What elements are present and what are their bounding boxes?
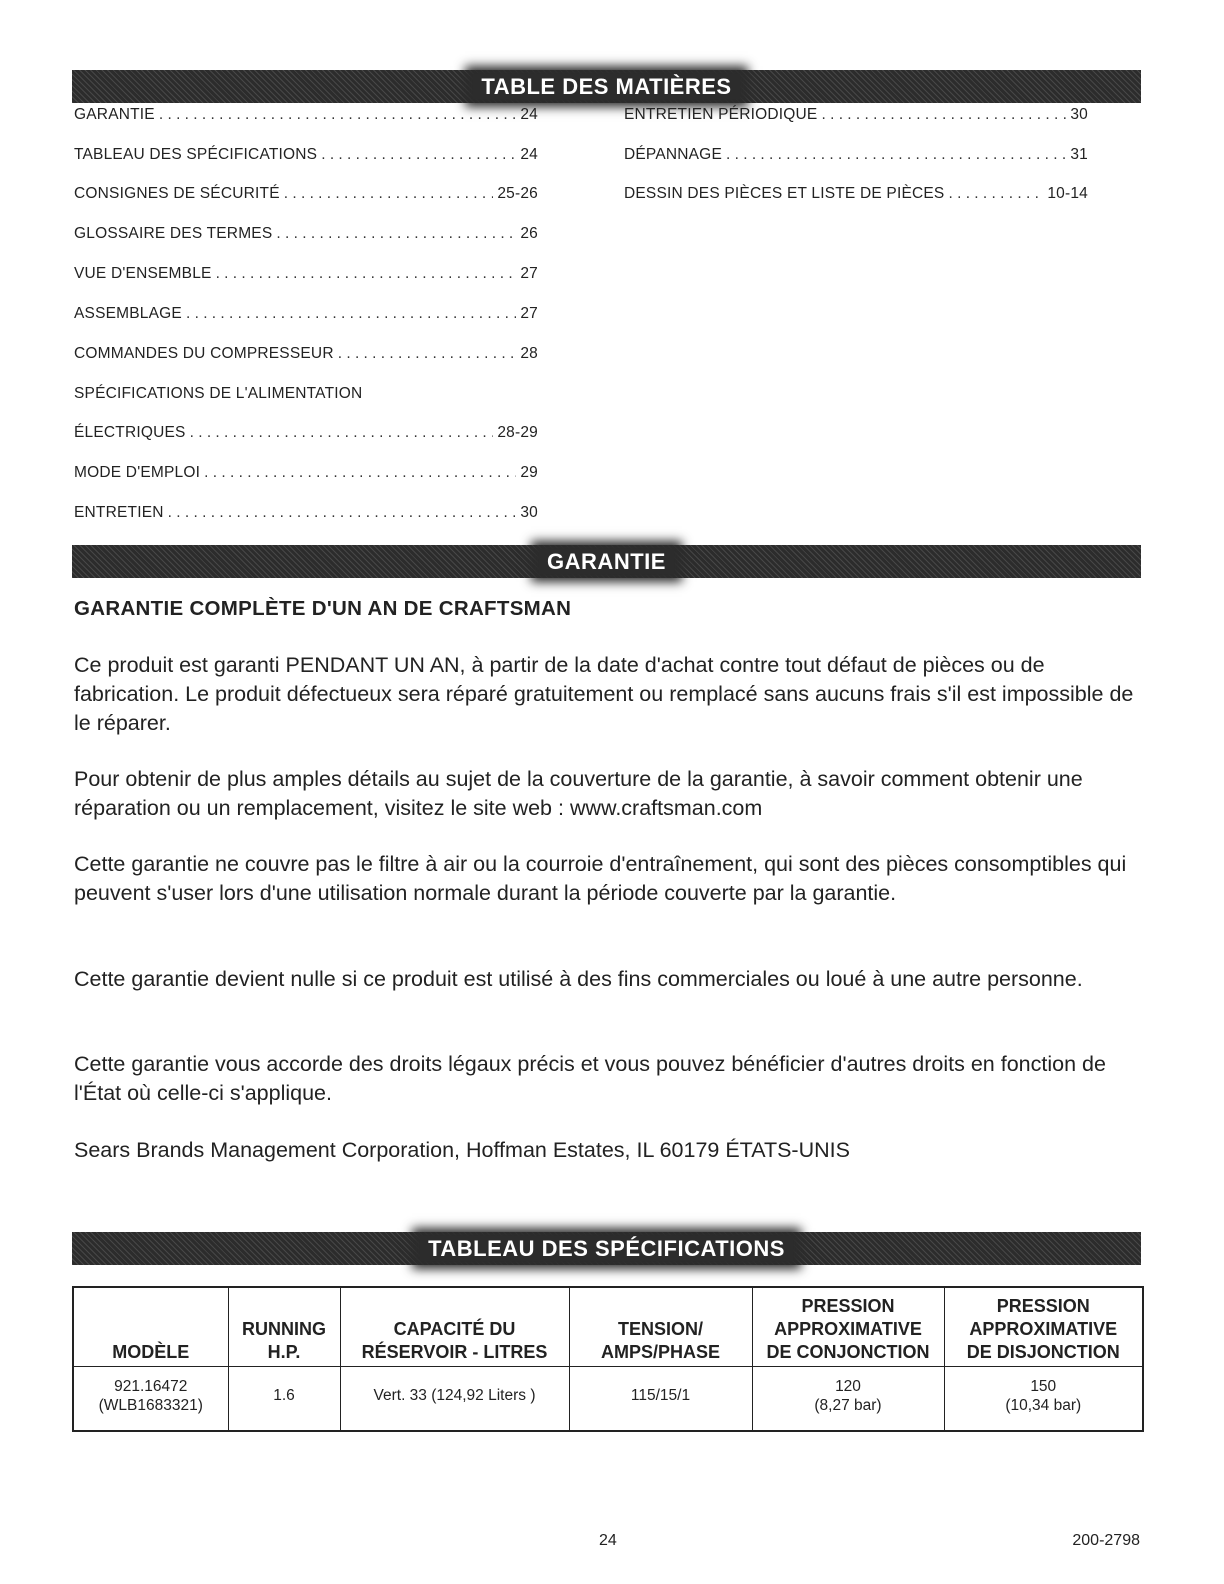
toc-entry-vue-ensemble[interactable]	[74, 265, 538, 283]
cell-line: 150	[1030, 1377, 1057, 1395]
header-line: MODÈLE	[112, 1342, 190, 1362]
warranty-paragraph-3: Cette garantie ne couvre pas le filtre à air ou la courroie d'entraînement, qui sont des pièces consomptibles qui peuvent s'user lors d'une utilisation normale durant la période couverte par la garantie.	[74, 852, 1127, 905]
toc-entry-entretien[interactable]	[74, 504, 538, 522]
header-line: DE CONJONCTION	[766, 1342, 930, 1362]
toc-leader	[726, 146, 1066, 164]
cell-line: 921.16472	[114, 1377, 188, 1395]
toc-entry-page: 10-14	[1047, 185, 1088, 202]
toc-entry-tableau-specifications[interactable]	[74, 146, 538, 164]
specs-header-row	[73, 1287, 1143, 1367]
toc-leader	[186, 305, 516, 323]
toc-entry-page: 25-26	[497, 185, 538, 202]
toc-leader	[276, 225, 516, 243]
cell-running-hp	[228, 1367, 340, 1432]
toc-entry-label: DÉPANNAGE	[624, 146, 722, 163]
toc-entry-entretien-periodique[interactable]	[624, 106, 1088, 124]
toc-entry-page: 28-29	[497, 424, 538, 441]
toc-entry-garantie[interactable]	[74, 106, 538, 124]
header-line: APPROXIMATIVE	[969, 1319, 1118, 1339]
header-line: RUNNING	[242, 1319, 326, 1339]
header-modele	[73, 1287, 228, 1367]
toc-leader	[284, 185, 494, 203]
toc-entry-page: 27	[520, 265, 538, 282]
toc-leader	[338, 345, 517, 363]
warranty-paragraph-5: Cette garantie vous accorde des droits légaux précis et vous pouvez bénéficier d'autres droits en fonction de l'État où celle-ci s'applique.	[74, 1052, 1106, 1105]
cell-pression-disjonction	[944, 1367, 1143, 1432]
toc-entry-label: ASSEMBLAGE	[74, 305, 182, 322]
page-number: 24	[599, 1532, 617, 1549]
header-line: PRESSION	[801, 1296, 895, 1316]
header-line: APPROXIMATIVE	[774, 1319, 922, 1339]
table-row	[73, 1367, 1143, 1432]
toc-entry-label: GARANTIE	[74, 106, 155, 123]
warranty-title: GARANTIE COMPLÈTE D'UN AN DE CRAFTSMAN	[74, 597, 572, 620]
toc-entry-page: 26	[520, 225, 538, 242]
cell-line: 120	[835, 1377, 861, 1395]
header-pression-conjonction	[752, 1287, 944, 1367]
header-tension	[569, 1287, 752, 1367]
header-line: H.P.	[267, 1342, 301, 1362]
toc-entry-label: ÉLECTRIQUES	[74, 424, 186, 441]
toc-entry-depannage[interactable]	[624, 146, 1088, 164]
specs-banner	[72, 1232, 1141, 1265]
toc-entry-page: 30	[520, 504, 538, 521]
toc-entry-page: 24	[520, 106, 538, 123]
toc-entry-commandes-compresseur[interactable]	[74, 345, 538, 363]
warranty-banner-title: GARANTIE	[539, 549, 674, 574]
toc-leader	[821, 106, 1066, 124]
toc-leader	[216, 265, 517, 283]
toc-title: TABLE DES MATIÈRES	[473, 74, 739, 99]
warranty-banner	[72, 545, 1141, 578]
cell-line: 1.6	[273, 1387, 295, 1404]
toc-leader	[168, 504, 517, 522]
toc-entry-label: ENTRETIEN	[74, 504, 164, 521]
toc-entry-label: VUE D'ENSEMBLE	[74, 265, 212, 282]
toc-leader	[190, 424, 494, 442]
cell-line: (8,27 bar)	[814, 1396, 882, 1414]
toc-banner	[72, 70, 1141, 103]
warranty-paragraph-1: Ce produit est garanti PENDANT UN AN, à partir de la date d'achat contre tout défaut de pièces ou de fabrication. Le produit défectueux sera réparé gratuitement ou remplacé sans aucuns frais s'il est impossible de le réparer.	[74, 653, 1134, 735]
toc-entry-page: 31	[1070, 146, 1088, 163]
toc-entry-specifications-alimentation[interactable]: SPÉCIFICATIONS DE L'ALIMENTATION	[74, 385, 363, 402]
toc-entry-page: 27	[520, 305, 538, 322]
cell-line: Vert. 33 (124,92 Liters )	[373, 1387, 536, 1404]
toc-entry-dessin-pieces[interactable]	[624, 185, 1088, 203]
toc-entry-page: 24	[520, 146, 538, 163]
toc-entry-label: DESSIN DES PIÈCES ET LISTE DE PIÈCES	[624, 185, 945, 202]
cell-modele	[73, 1367, 228, 1432]
toc-leader	[321, 146, 516, 164]
toc-entry-label: COMMANDES DU COMPRESSEUR	[74, 345, 334, 362]
warranty-paragraph-2: Pour obtenir de plus amples détails au sujet de la couverture de la garantie, à savoir comment obtenir une réparation ou un remplacement, visitez le site web : www.craftsman.com	[74, 767, 1083, 820]
cell-capacite	[340, 1367, 569, 1432]
header-line: PRESSION	[996, 1296, 1090, 1316]
toc-entry-glossaire[interactable]	[74, 225, 538, 243]
toc-entry-page: 30	[1070, 106, 1088, 123]
cell-line: (WLB1683321)	[98, 1396, 203, 1414]
warranty-paragraph-6: Sears Brands Management Corporation, Hoffman Estates, IL 60179 ÉTATS-UNIS	[74, 1138, 850, 1162]
specs-table	[72, 1286, 1144, 1432]
toc-entry-label: GLOSSAIRE DES TERMES	[74, 225, 273, 242]
document-number: 200-2798	[1072, 1532, 1140, 1549]
header-pression-disjonction	[944, 1287, 1143, 1367]
toc-leader	[948, 185, 1043, 203]
toc-entry-electriques[interactable]	[74, 424, 538, 442]
cell-line: 115/15/1	[630, 1387, 691, 1404]
toc-leader	[204, 464, 516, 482]
warranty-paragraph-4: Cette garantie devient nulle si ce produit est utilisé à des fins commerciales ou loué à une autre personne.	[74, 967, 1083, 991]
cell-line: (10,34 bar)	[1005, 1396, 1082, 1414]
header-line: RÉSERVOIR - LITRES	[361, 1342, 548, 1362]
toc-entry-label: ENTRETIEN PÉRIODIQUE	[624, 106, 818, 123]
toc-entry-label: MODE D'EMPLOI	[74, 464, 201, 481]
specs-banner-title: TABLEAU DES SPÉCIFICATIONS	[420, 1236, 793, 1261]
toc-entry-consignes-securite[interactable]	[74, 185, 538, 203]
header-line: TENSION/	[617, 1319, 703, 1339]
toc-entry-label: TABLEAU DES SPÉCIFICATIONS	[74, 146, 318, 163]
header-line: AMPS/PHASE	[600, 1342, 721, 1362]
toc-entry-label: CONSIGNES DE SÉCURITÉ	[74, 185, 280, 202]
toc-entry-assemblage[interactable]	[74, 305, 538, 323]
toc-leader	[159, 106, 517, 124]
toc-entry-page: 28	[520, 345, 538, 362]
cell-pression-conjonction	[752, 1367, 944, 1432]
cell-tension	[569, 1367, 752, 1432]
header-running-hp	[228, 1287, 340, 1367]
header-line: CAPACITÉ DU	[393, 1319, 516, 1339]
header-capacite	[340, 1287, 569, 1367]
header-line: DE DISJONCTION	[966, 1342, 1120, 1362]
toc-entry-page: 29	[520, 464, 538, 481]
toc-entry-mode-emploi[interactable]	[74, 464, 538, 482]
